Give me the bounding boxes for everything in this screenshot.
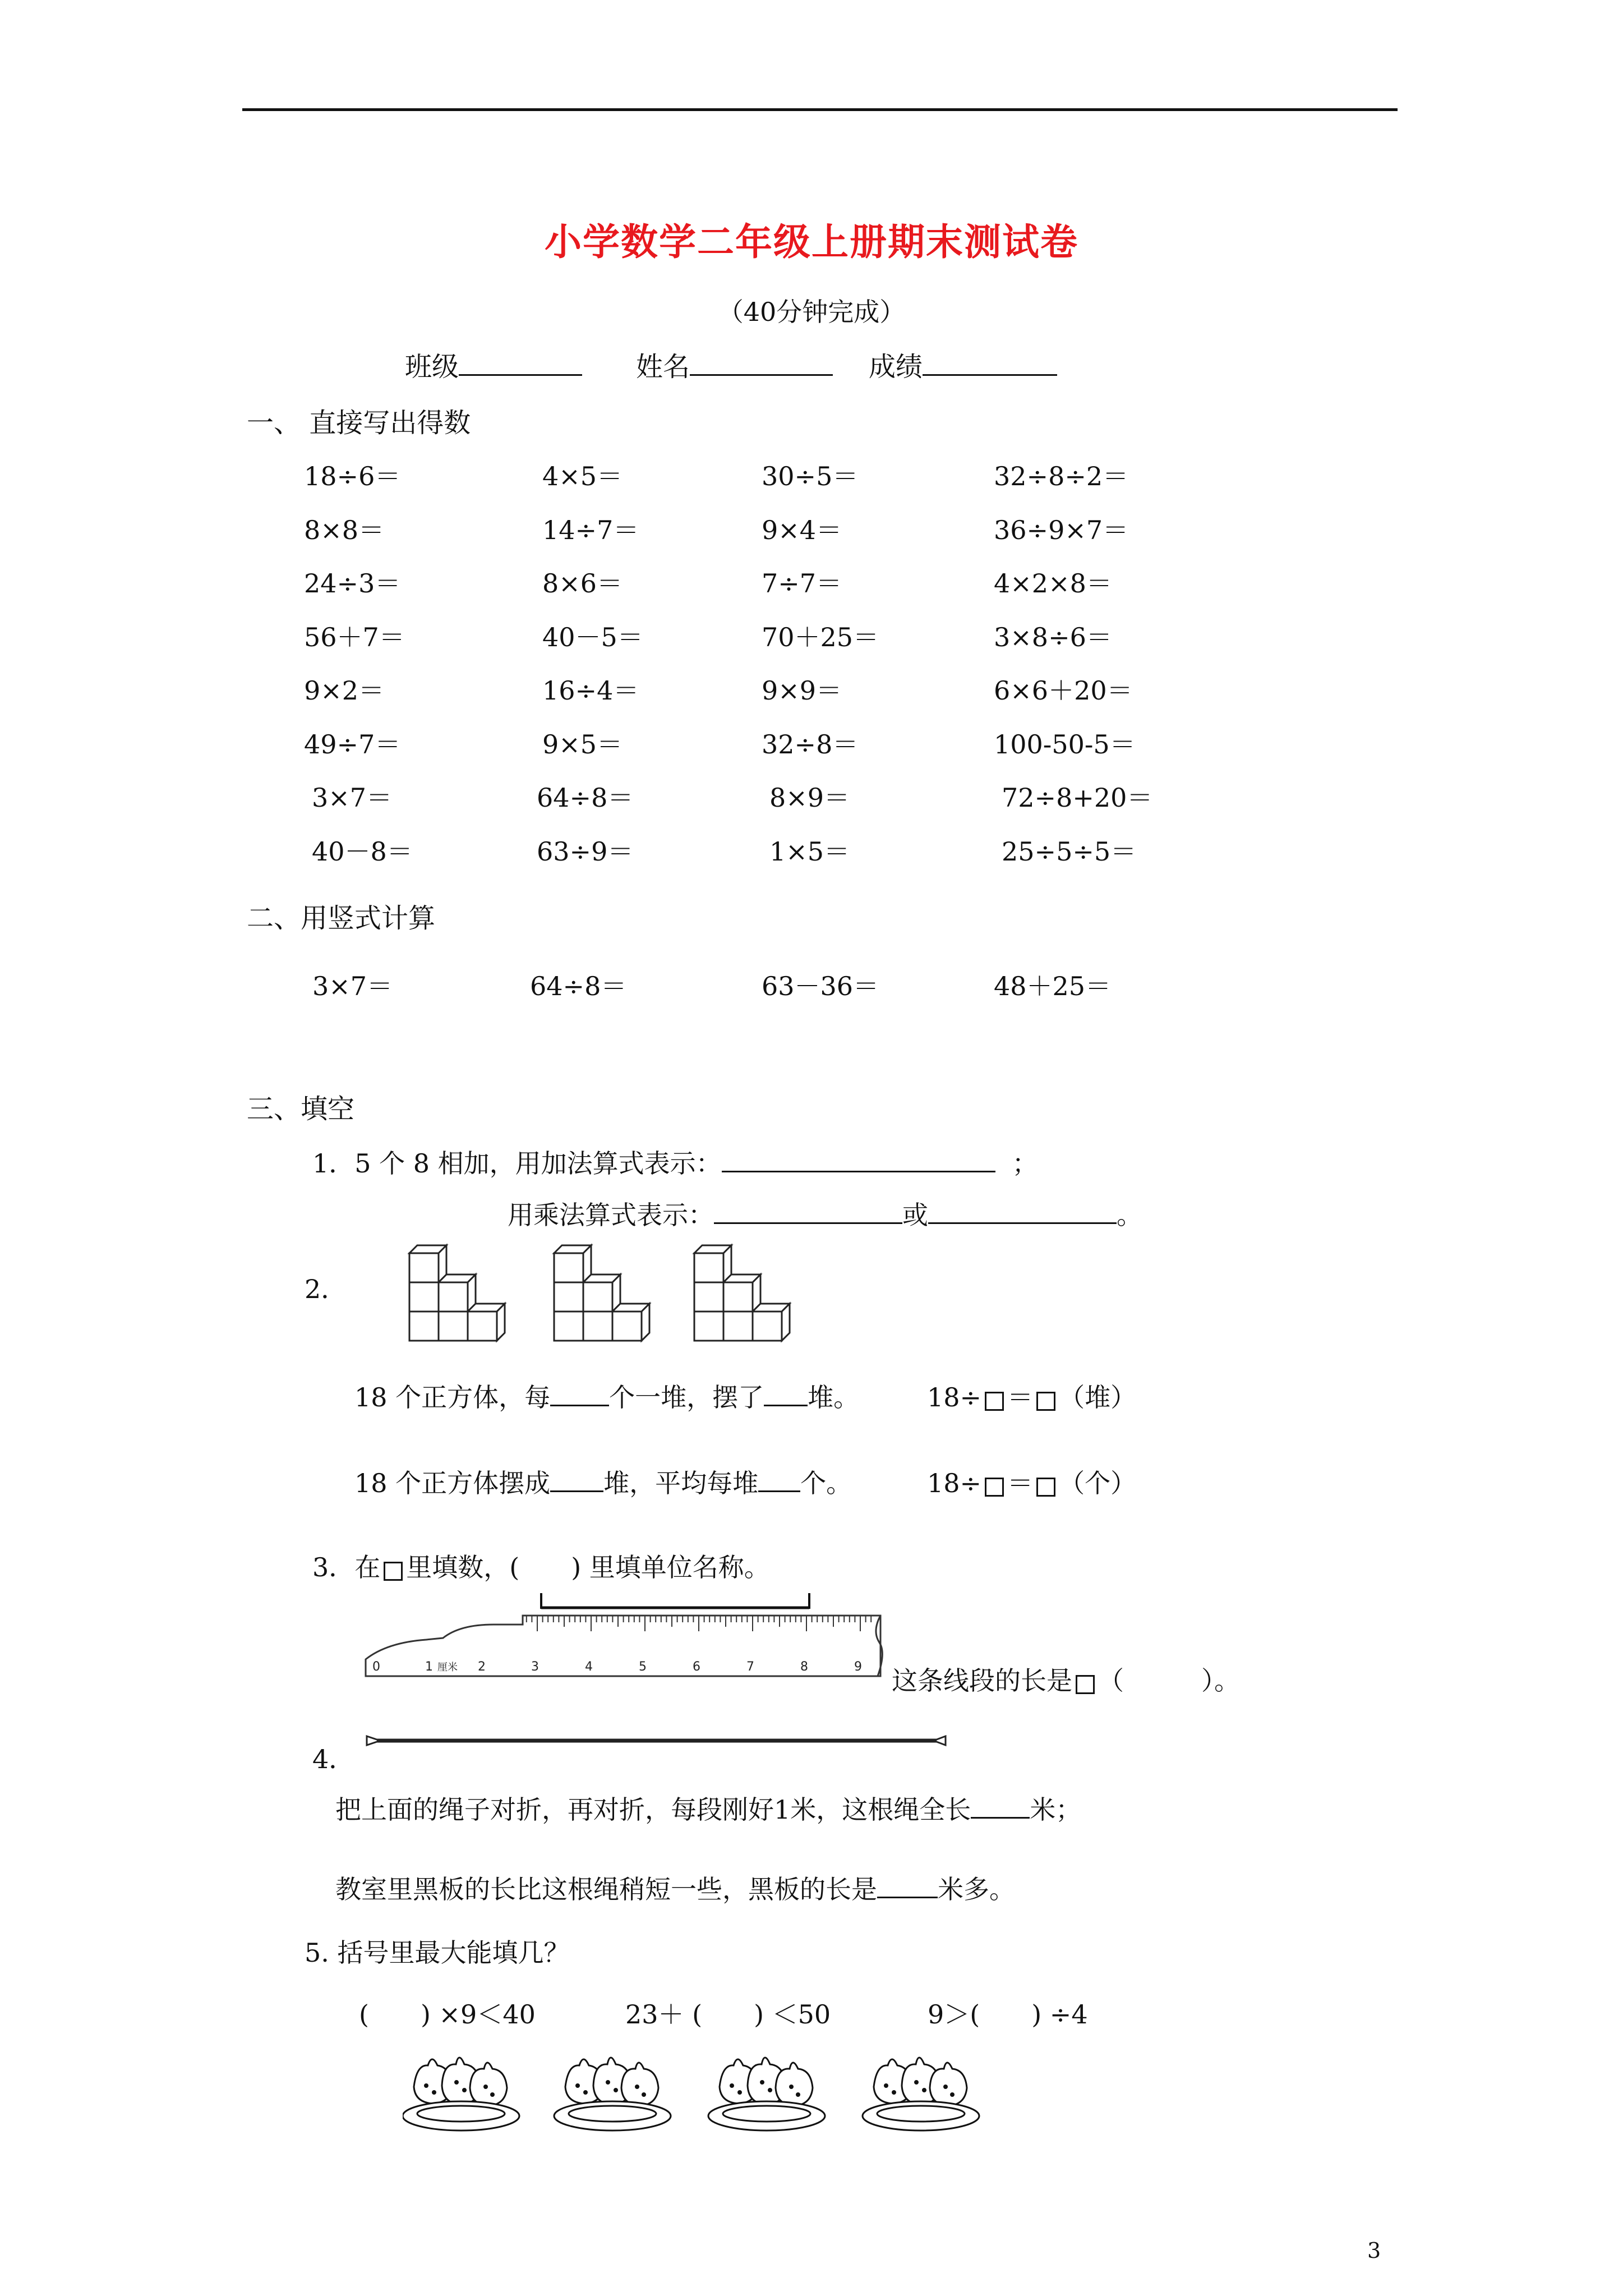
q1-addition-prompt: 1．5 个 8 相加，用加法算式表示：	[312, 1148, 722, 1179]
q4-line1	[335, 1789, 1081, 1826]
mental-math-problem: 25÷5÷5＝	[1002, 836, 1137, 867]
mental-math-problem: 6×6＋20＝	[994, 675, 1133, 706]
q4-length-blank[interactable]	[971, 1797, 1030, 1819]
q2-line1-equation	[927, 1377, 1136, 1414]
mental-math-problem: 18÷6＝	[304, 461, 401, 491]
mental-math-problem: 8×8＝	[304, 515, 385, 545]
cube-stack-3	[694, 1245, 790, 1341]
q2-l2-box-1[interactable]	[985, 1478, 1004, 1497]
mental-math-problem: 16÷4＝	[542, 675, 639, 706]
vertical-calc-2: 64÷8＝	[530, 971, 627, 1001]
mental-math-problem: 4×5＝	[542, 461, 623, 491]
mental-math-problem: 9×9＝	[762, 675, 842, 706]
section2-heading: 二、用竖式计算	[247, 903, 436, 934]
mental-math-problem: 32÷8＝	[762, 729, 859, 760]
q4-blackboard-blank[interactable]	[877, 1876, 938, 1898]
cube-stacks-figure	[404, 1240, 808, 1352]
q3-answer-line	[892, 1660, 1240, 1697]
mental-math-problem: 40－8＝	[312, 836, 413, 867]
class-field	[405, 345, 582, 384]
mental-math-problem: 24÷3＝	[304, 568, 401, 599]
q3-text-b: 里填数，( ) 里填单位名称。	[406, 1552, 770, 1582]
q5-heading: 5. 括号里最大能填几？	[305, 1938, 570, 1968]
mental-math-problem: 36÷9×7＝	[994, 515, 1129, 545]
mental-math-problem: 56＋7＝	[304, 622, 405, 652]
mental-math-problem: 7÷7＝	[762, 568, 842, 599]
q2-l1-box-1[interactable]	[985, 1392, 1004, 1411]
q2-l1-box-2[interactable]	[1036, 1392, 1055, 1411]
q3-line1	[312, 1547, 770, 1584]
score-field	[869, 345, 1057, 384]
mental-math-problem: 72÷8+20＝	[1002, 783, 1153, 813]
q1-period: 。	[1117, 1200, 1142, 1230]
page-number: 3	[1367, 2238, 1381, 2263]
mental-math-problem: 9×2＝	[304, 675, 385, 706]
name-blank[interactable]	[690, 354, 833, 376]
page-title: 小学数学二年级上册期末测试卷	[545, 220, 1078, 264]
q3-answer-unit-paren: （ ）。	[1098, 1665, 1240, 1696]
q3-answer-text: 这条线段的长是	[892, 1665, 1072, 1696]
vertical-calc-3: 63－36＝	[762, 971, 879, 1001]
pear-plate-4	[863, 2058, 979, 2131]
pear-plates-figure	[403, 2036, 992, 2137]
mental-math-problem: 64÷8＝	[537, 783, 634, 813]
pear-plate-2	[554, 2058, 671, 2131]
q4-l1-text: 把上面的绳子对折，再对折，每段刚好1米，这根绳全长	[335, 1795, 971, 1825]
q2-l1-eq-a: 18÷	[927, 1382, 982, 1412]
q2-l2-text-c: 个。	[800, 1468, 852, 1498]
q2-l1-blank-1[interactable]	[550, 1384, 609, 1406]
ruler-figure	[365, 1586, 897, 1688]
mental-math-problem: 30÷5＝	[762, 461, 859, 491]
q2-l2-blank-1[interactable]	[550, 1470, 603, 1492]
ruler-label-7: 7	[746, 1660, 754, 1674]
ruler-label-6: 6	[693, 1660, 700, 1674]
ruler-label-2: 2	[478, 1660, 486, 1674]
mental-math-problem: 100-50-5＝	[994, 729, 1136, 760]
mental-math-problem: 3×8÷6＝	[994, 622, 1112, 652]
mental-math-problem: 40－5＝	[542, 622, 643, 652]
q1-line1	[312, 1143, 1038, 1180]
mental-math-problem: 63÷9＝	[537, 836, 634, 867]
q2-l1-eq-b: ＝	[1007, 1382, 1034, 1412]
mental-math-problem: 32÷8÷2＝	[994, 461, 1129, 491]
q1-mult-blank-2[interactable]	[928, 1202, 1117, 1224]
q2-l1-blank-2[interactable]	[764, 1384, 808, 1406]
ruler-label-8: 8	[800, 1660, 808, 1674]
pear-plate-1	[403, 2058, 519, 2131]
q2-l2-text-a: 18 个正方体摆成	[354, 1468, 551, 1498]
score-blank[interactable]	[923, 354, 1057, 376]
q2-number: 2．	[305, 1274, 347, 1304]
q2-l2-eq-b: ＝	[1007, 1468, 1034, 1498]
cube-stack-2	[554, 1245, 649, 1341]
mental-math-problem: 9×4＝	[762, 515, 842, 545]
mental-math-problem: 14÷7＝	[542, 515, 639, 545]
q2-line2	[354, 1463, 852, 1500]
q4-line2	[335, 1869, 1015, 1906]
mental-math-problem: 9×5＝	[542, 729, 623, 760]
ruler-label-5: 5	[639, 1660, 647, 1674]
q1-mult-blank-1[interactable]	[714, 1202, 902, 1224]
q4-l2-unit: 米多。	[938, 1874, 1015, 1904]
pear-plate-3	[708, 2058, 825, 2131]
cube-stack	[409, 1245, 505, 1341]
mental-math-problem: 3×7＝	[312, 783, 393, 813]
q2-l2-eq-a: 18÷	[927, 1468, 982, 1498]
section1-heading: 一、 直接写出得数	[247, 407, 471, 439]
q2-l1-text-a: 18 个正方体，每	[354, 1382, 551, 1412]
q5-item-2: 23＋ ( ) ＜50	[625, 1999, 831, 2030]
q2-l2-unit: （个）	[1059, 1468, 1137, 1498]
ruler-label-4: 4	[585, 1660, 593, 1674]
q2-l1-unit: （堆）	[1059, 1382, 1137, 1412]
q2-l1-text-b: 个一堆，摆了	[609, 1382, 764, 1412]
q2-l2-box-2[interactable]	[1036, 1478, 1055, 1497]
q5-item-3: 9＞( ) ÷4	[928, 1999, 1088, 2030]
q5-item-1: ( ) ×9＜40	[359, 1999, 536, 2030]
name-label: 姓名	[636, 351, 690, 383]
mental-math-problem: 70＋25＝	[762, 622, 879, 652]
class-label: 班级	[405, 351, 459, 383]
q1-multiplication-prompt: 用乘法算式表示：	[508, 1200, 714, 1230]
q3-answer-box[interactable]	[1076, 1675, 1095, 1694]
q4-number: 4．	[312, 1744, 355, 1774]
q2-line1	[354, 1377, 859, 1414]
ruler-label-cm: 厘米	[437, 1662, 458, 1673]
name-field	[636, 345, 833, 384]
class-blank[interactable]	[459, 354, 582, 376]
mental-math-problem: 8×6＝	[542, 568, 623, 599]
q2-line2-equation	[927, 1463, 1136, 1500]
q3-inline-box	[384, 1562, 403, 1581]
ruler-label-9: 9	[854, 1660, 862, 1674]
header-rule	[242, 108, 1398, 111]
q2-l2-text-b: 堆，平均每堆	[603, 1468, 759, 1498]
q4-l2-text: 教室里黑板的长比这根绳稍短一些，黑板的长是	[335, 1874, 877, 1904]
ruler-label-0: 0	[372, 1660, 380, 1674]
mental-math-problem: 4×2×8＝	[994, 568, 1112, 599]
section3-heading: 三、填空	[247, 1093, 355, 1125]
mental-math-problem: 49÷7＝	[304, 729, 401, 760]
q2-l1-text-c: 堆。	[808, 1382, 860, 1412]
q1-or: 或	[902, 1200, 928, 1230]
mental-math-problem: 1×5＝	[769, 836, 850, 867]
mental-math-problem: 8×9＝	[769, 783, 850, 813]
ruler-label-1: 1	[425, 1660, 433, 1674]
vertical-calc-4: 48＋25＝	[994, 971, 1112, 1001]
vertical-calc-1: 3×7＝	[312, 971, 393, 1001]
page-subtitle: （40分钟完成）	[717, 297, 906, 327]
q4-l1-unit: 米；	[1030, 1795, 1082, 1825]
q2-l2-blank-2[interactable]	[758, 1470, 800, 1492]
ruler-label-3: 3	[531, 1660, 539, 1674]
q1-semicolon: ；	[1012, 1148, 1038, 1179]
score-label: 成绩	[869, 351, 923, 383]
q3-text-a: 3．在	[312, 1552, 381, 1582]
q1-addition-blank[interactable]	[722, 1151, 995, 1172]
rope-figure	[365, 1729, 948, 1752]
q1-line2	[508, 1195, 1142, 1232]
